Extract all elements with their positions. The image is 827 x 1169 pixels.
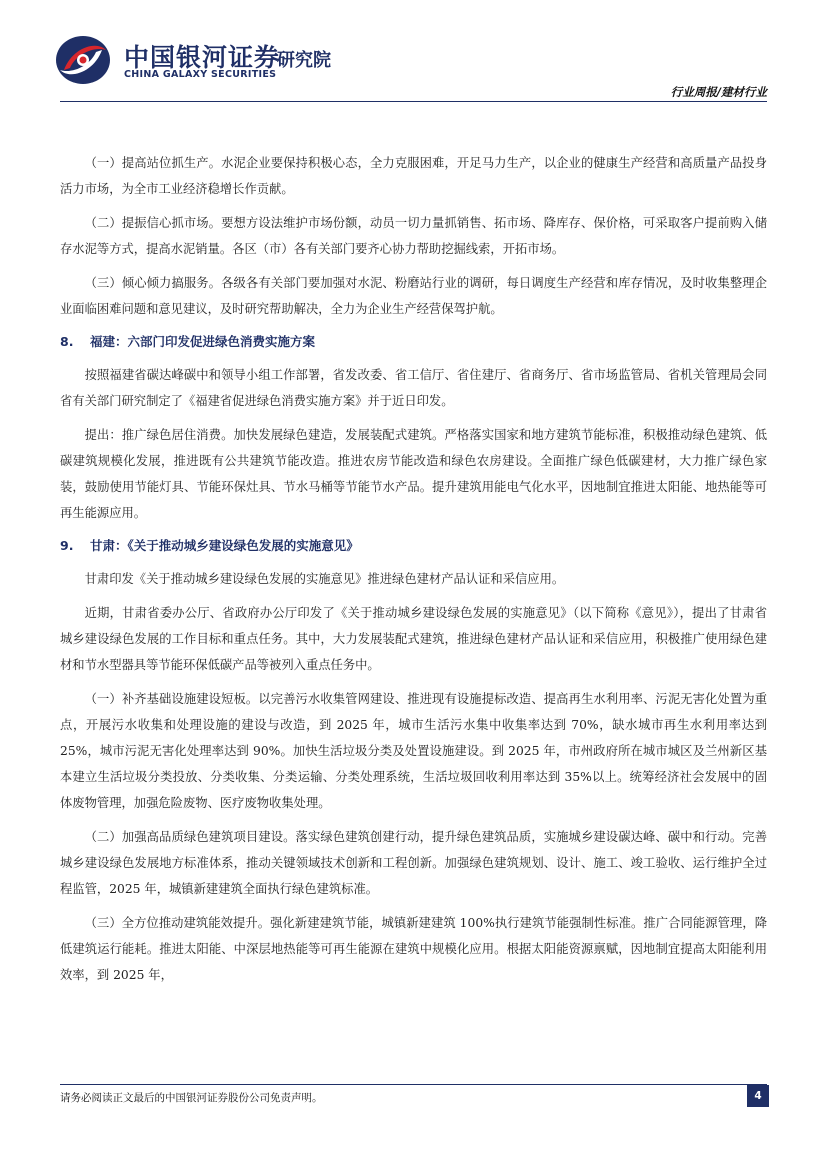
paragraph: （二）提振信心抓市场。要想方设法维护市场份额，动员一切力量抓销售、拓市场、降库存、保价格，可采取客户提前购入储存水泥等方式，提高水泥销量。各区（市）各有关部门要齐心协力帮助挖掘线索，开拓市场。 [60, 216, 767, 256]
paragraph: （三）全方位推动建筑能效提升。强化新建建筑节能，城镇新建建筑 100%执行建筑节能强制性标准。推广合同能源管理，降低建筑运行能耗。推进太阳能、中深层地热能等可再生能源在建筑中规模化应用。根据太阳能资源禀赋，因地制宜提高太阳能利用效率，到 2025 年， [60, 916, 767, 982]
header-divider [60, 101, 767, 102]
brand-institute: 研究院 [277, 50, 331, 71]
document-body [60, 150, 767, 996]
section-title: 甘肃：《关于推动城乡建设绿色发展的实施意见》 [90, 538, 359, 553]
paragraph: 按照福建省碳达峰碳中和领导小组工作部署，省发改委、省工信厅、省住建厅、省商务厅、省市场监管局、省机关管理局会同省有关部门研究制定了《福建省促进绿色消费实施方案》并于近日印发。 [60, 368, 767, 408]
section-number: 9. [60, 538, 74, 553]
paragraph: 近期，甘肃省委办公厅、省政府办公厅印发了《关于推动城乡建设绿色发展的实施意见》（以下简称《意见》），提出了甘肃省城乡建设绿色发展的工作目标和重点任务。其中，大力发展装配式建筑，推进绿色建材产品认证和采信应用，积极推广使用绿色建材和节水型器具等节能环保低碳产品等被列入重点任务中。 [60, 606, 767, 672]
paragraph: （一）补齐基础设施建设短板。以完善污水收集管网建设、推进现有设施提标改造、提高再生水利用率、污泥无害化处置为重点，开展污水收集和处理设施的建设与改造，到 2025 年，城市生活污水集中收集率达到 70%，缺水城市再生水利用率达到 25%，城市污泥无害化处理率达到 90%。加快生活垃圾分类及处置设施建设。到 2025 年，市州政府所在城市城区及兰州新区基本建立生活垃圾分类投放、分类收集、分类运输、分类处理系统，生活垃圾回收利用率达到 35%以上。统筹经济社会发展中的固体废物管理，加强危险废物、医疗废物收集处理。 [60, 692, 767, 810]
galaxy-logo-icon [54, 34, 112, 86]
page-number: 4 [747, 1085, 769, 1107]
page-header [0, 0, 827, 104]
section-heading-9 [60, 534, 767, 558]
section-title: 福建：六部门印发促进绿色消费实施方案 [90, 334, 316, 349]
report-type-label: 行业周报/建材行业 [670, 85, 767, 99]
brand-name-cn: 中国银河证券 [124, 43, 281, 72]
footer-disclaimer: 请务必阅读正文最后的中国银河证券股份公司免责声明。 [60, 1092, 323, 1104]
paragraph: 甘肃印发《关于推动城乡建设绿色发展的实施意见》推进绿色建材产品认证和采信应用。 [84, 572, 565, 586]
paragraph: 提出：推广绿色居住消费。加快发展绿色建造，发展装配式建筑。严格落实国家和地方建筑节能标准，积极推动绿色建筑、低碳建筑规模化发展，推进既有公共建筑节能改造。推进农房节能改造和绿色农房建设。全面推广绿色低碳建材，大力推广绿色家装，鼓励使用节能灯具、节能环保灶具、节水马桶等节能节水产品。提升建筑用能电气化水平，因地制宜推进太阳能、地热能等可再生能源应用。 [60, 428, 767, 520]
brand-name-en: CHINA GALAXY SECURITIES [124, 69, 277, 80]
section-number: 8. [60, 334, 74, 349]
paragraph: （一）提高站位抓生产。水泥企业要保持积极心态，全力克服困难，开足马力生产，以企业的健康生产经营和高质量产品投身活力市场，为全市工业经济稳增长作贡献。 [60, 156, 767, 196]
section-heading-8 [60, 330, 767, 354]
paragraph: （三）倾心倾力搞服务。各级各有关部门要加强对水泥、粉磨站行业的调研，每日调度生产经营和库存情况，及时收集整理企业面临困难问题和意见建议，及时研究帮助解决，全力为企业生产经营保驾护航。 [60, 276, 767, 316]
paragraph: （二）加强高品质绿色建筑项目建设。落实绿色建筑创建行动，提升绿色建筑品质，实施城乡建设碳达峰、碳中和行动。完善城乡建设绿色发展地方标准体系，推动关键领域技术创新和工程创新。加强绿色建筑规划、设计、施工、竣工验收、运行维护全过程监管，2025 年，城镇新建建筑全面执行绿色建筑标准。 [60, 830, 767, 896]
footer-divider [60, 1084, 767, 1085]
